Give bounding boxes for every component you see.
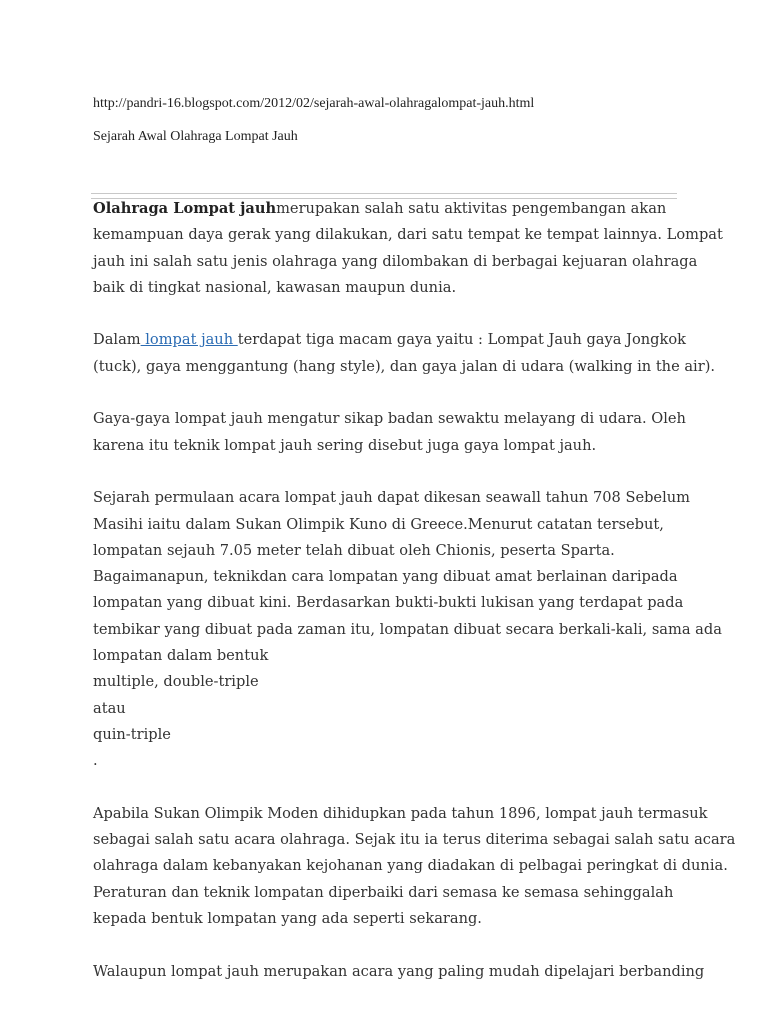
text-line: Masihi iaitu dalam Sukan Olimpik Kuno di Greece.Menurut catatan tersebut,	[93, 515, 664, 533]
text-line: lompatan sejauh 7.05 meter telah dibuat oleh Chionis, peserta Sparta.	[93, 541, 615, 559]
text-line: kepada bentuk lompatan yang ada seperti sekarang.	[93, 910, 482, 928]
text-line: Walaupun lompat jauh merupakan acara yang paling mudah dipelajari berbanding	[93, 962, 705, 980]
text-line: lompatan yang dibuat kini. Berdasarkan bukti-bukti lukisan yang terdapat pada	[93, 594, 684, 612]
bold-term: Olahraga Lompat jauh	[93, 200, 277, 217]
text-line: sebagai salah satu acara olahraga. Sejak itu ia terus diterima sebagai salah satu acara	[93, 831, 736, 849]
text-line: Gaya-gaya lompat jauh mengatur sikap badan sewaktu melayang di udara. Oleh	[93, 410, 686, 428]
text-line	[93, 196, 693, 222]
text-run: Dalam	[93, 331, 141, 349]
article-body	[93, 196, 736, 1011]
text-line: .	[93, 752, 98, 770]
text-line: olahraga dalam kebanyakan kejohanan yang diadakan di pelbagai peringkat di dunia.	[93, 857, 728, 875]
paragraph-styles	[93, 327, 716, 380]
text-line: kemampuan daya gerak yang dilakukan, dari satu tempat ke tempat lainnya. Lompat	[93, 226, 723, 244]
text-line: Apabila Sukan Olimpik Moden dihidupkan pada tahun 1896, lompat jauh termasuk	[93, 804, 708, 822]
text-line: Peraturan dan teknik lompatan diperbaiki dari semasa ke semasa sehinggalah	[93, 883, 674, 901]
text-line: Bagaimanapun, teknikdan cara lompatan yang dibuat amat berlainan daripada	[93, 568, 678, 586]
text-line: atau	[93, 699, 126, 717]
text-line: multiple, double-triple	[93, 673, 259, 691]
text-line: lompatan dalam bentuk	[93, 647, 269, 665]
paragraph-closing	[93, 959, 705, 985]
paragraph-posture	[93, 406, 693, 459]
text-run: terdapat tiga macam gaya yaitu : Lompat Jauh gaya Jongkok	[237, 331, 686, 349]
source-url: http://pandri-16.blogspot.com/2012/02/sejarah-awal-olahragalompat-jauh.html	[93, 96, 535, 111]
text-line: (tuck), gaya menggantung (hang style), dan gaya jalan di udara (walking in the air).	[93, 357, 716, 375]
text-line	[93, 327, 693, 353]
text-run: merupakan salah satu aktivitas pengembangan akan	[276, 200, 667, 217]
paragraph-modern-olympics	[93, 801, 736, 932]
text-line: quin-triple	[93, 725, 171, 743]
text-line: karena itu teknik lompat jauh sering disebut juga gaya lompat jauh.	[93, 436, 597, 454]
lompat-jauh-link[interactable]: lompat jauh	[140, 331, 238, 349]
text-line: Sejarah permulaan acara lompat jauh dapat dikesan seawall tahun 708 Sebelum	[93, 489, 690, 507]
paragraph-history	[93, 485, 722, 774]
text-line: jauh ini salah satu jenis olahraga yang dilombakan di berbagai kejuaran olahraga	[93, 252, 698, 270]
text-line: tembikar yang dibuat pada zaman itu, lompatan dibuat secara berkali-kali, sama ada	[93, 620, 722, 638]
document-title: Sejarah Awal Olahraga Lompat Jauh	[93, 129, 298, 144]
paragraph-intro	[93, 196, 723, 301]
text-line: baik di tingkat nasional, kawasan maupun dunia.	[93, 278, 457, 296]
